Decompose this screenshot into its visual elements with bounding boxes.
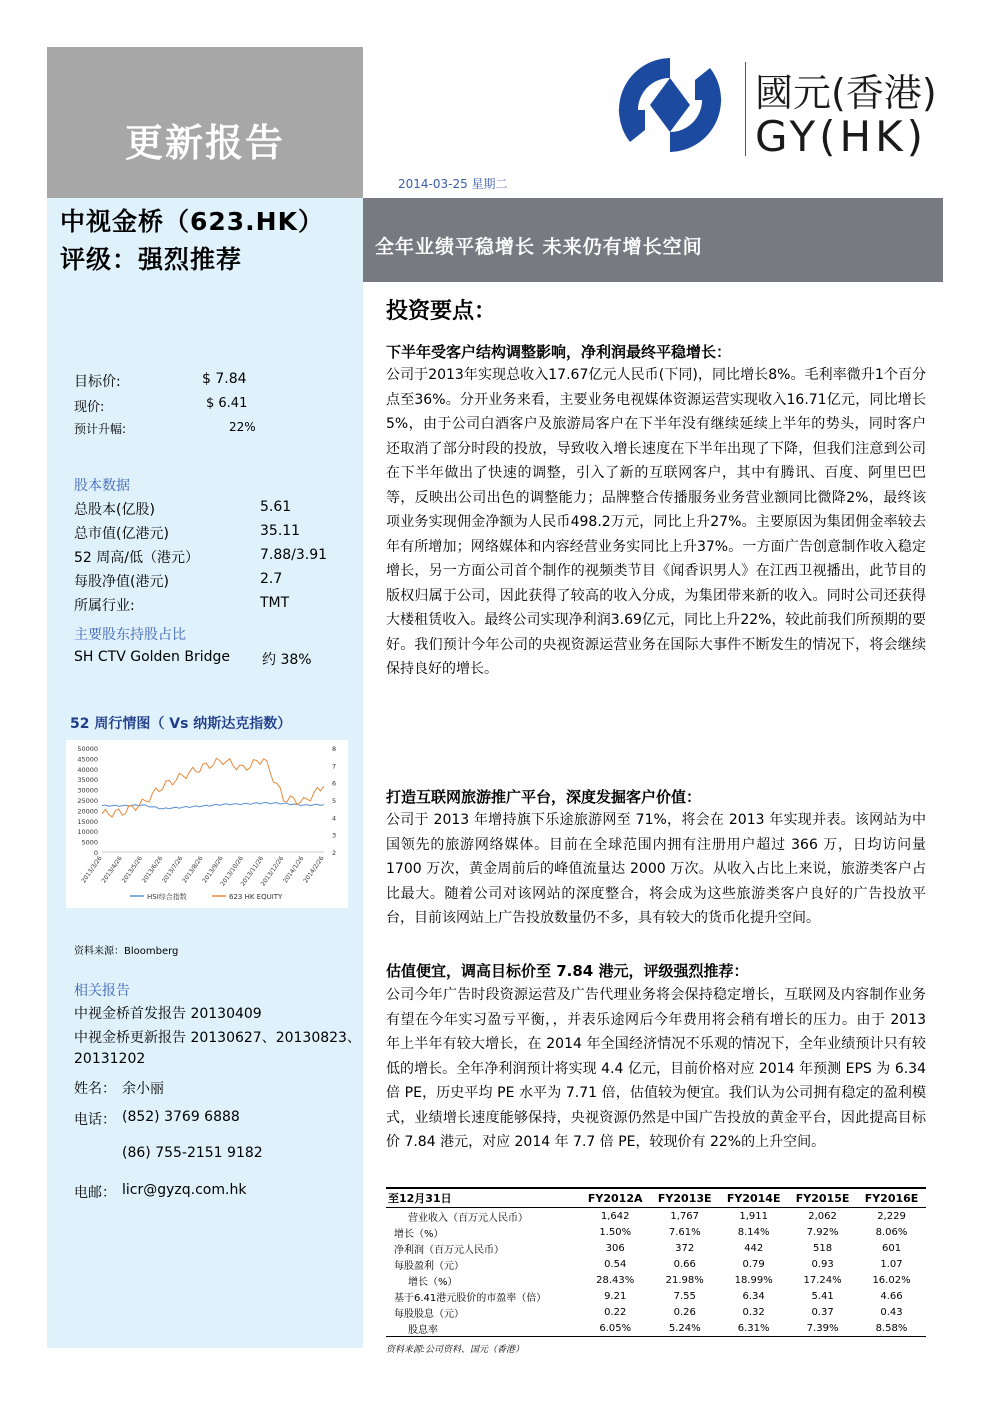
company-name: 中视金桥（623.HK） xyxy=(60,207,324,236)
target-price-value: $ 7.84 xyxy=(202,371,247,387)
table-header-year: FY2013E xyxy=(650,1188,719,1208)
stock-row-value: 7.88/3.91 xyxy=(260,547,328,563)
table-cell: 5.41 xyxy=(811,1290,834,1302)
phone-hk: (852) 3769 6888 xyxy=(122,1109,240,1125)
sub-heading: 估值便宜，调高目标价至 7.84 港元，评级强烈推荐： xyxy=(386,962,749,980)
x-tick-label: 2013/5/26 xyxy=(120,855,145,885)
y-tick-left-label: 5000 xyxy=(81,838,98,847)
y-tick-right-label: 3 xyxy=(332,831,337,840)
table-cell: 6.34 xyxy=(742,1290,765,1302)
y-tick-right-label: 7 xyxy=(332,762,337,771)
paragraph: 公司于2013年实现总收入17.67亿元人民币(下同)，同比增长8%。毛利率微升1个百分点至36%。分开业务来看，主要业务电视媒体资源运营实现收入16.71亿元，同比增长5%，由于公司白酒客户及旅游局客户在下半年没有继续延续上半年的势头，同时客户还取消了部分时段的投放，导致收入增长速度在下半年出现了下降，但我们注意到公司在下半年做出了快速的调整，引入了新的互联网客户，其中有腾讯、百度、阿里巴巴等，反映出公司出色的调整能力；品牌整合传播服务业务营业额同比微降2%，最终该项业务实现佣金净额为人民币498.2万元，同比上升27%。主要原因为集团佣金率较去年有所增加；网络媒体和内容经营业务实同比上升37%。一方面广告创意制作收入稳定增长，另一方面公司首个制作的视频类节目《闻香识男人》在江西卫视播出，此节目的版权归属于公司，因此获得了较高的收入分成，为集团带来新的收入。同时公司还获得大楼租赁收入。最终公司实现净利润3.69亿元，同比上升22%，较此前我们所预期的要好。我们预计今年公司的央视资源运营业务在国际大事件不断发生的情况下，将会继续保持良好的增长。 xyxy=(386,367,926,677)
table-cell: 0.37 xyxy=(811,1306,834,1318)
stock-row-value: TMT xyxy=(260,595,290,611)
y-tick-right-label: 5 xyxy=(332,797,337,805)
legend-label: 623 HK EQUITY xyxy=(229,893,283,901)
sub-heading: 下半年受客户结构调整影响，净利润最终平稳增长： xyxy=(386,343,732,361)
related-title: 相关报告 xyxy=(74,983,130,999)
table-cell: 8.58% xyxy=(857,1320,926,1337)
table-cell: 0.22 xyxy=(604,1306,627,1318)
table-header-year: FY2016E xyxy=(857,1188,926,1208)
logo-divider xyxy=(745,62,746,156)
table-cell: 7.39% xyxy=(788,1320,857,1337)
stock-row-label: 52 周高/低（港元） xyxy=(74,550,199,566)
table-row-label: 股息率 xyxy=(386,1320,580,1337)
y-tick-right-label: 4 xyxy=(332,814,337,823)
table-cell: 7.55 xyxy=(673,1290,696,1302)
analyst-name: 余小丽 xyxy=(122,1081,164,1097)
price-chart xyxy=(66,740,348,908)
table-row xyxy=(386,1240,926,1256)
current-price-value: $ 6.41 xyxy=(206,396,248,411)
table-cell: 9.21 xyxy=(604,1290,627,1302)
x-tick-label: 2013/7/26 xyxy=(160,855,185,885)
related-report: 20131202 xyxy=(74,1051,146,1067)
y-tick-left-label: 25000 xyxy=(77,797,98,805)
logo-emblem-icon xyxy=(600,50,740,160)
y-tick-left-label: 30000 xyxy=(77,786,98,795)
paragraph: 公司今年广告时段资源运营及广告代理业务将会保持稳定增长，互联网及内容制作业务有望在今年实习盈亏平衡，，并表乐途网后今年费用将会稍有增长的压力。由于 2013 年上半年有较大增长，在 2014 年全国经济情况不乐观的情况下，全年业绩预计只有较低的增长。全年净利润预计将实现 4.4 亿元，目前价格对应 2014 年预测 EPS 为 6.34 倍 PE，历史平均 PE 水平为 7.71 倍，估值较为便宜。我们认为公司拥有稳定的盈利模式，业绩增长速度能够保持，央视资源仍然是中国广告投放的黄金平台，因此提高目标价 7.84 港元，对应 2014 年 7.7 倍 PE，较现价有 22%的上升空间。 xyxy=(386,987,926,1150)
table-cell: 306 xyxy=(605,1242,625,1254)
table-cell: 0.32 xyxy=(742,1306,765,1318)
stock-row-label: 所属行业: xyxy=(74,598,135,614)
holder-name: SH CTV Golden Bridge xyxy=(74,649,230,665)
table-cell: 0.26 xyxy=(673,1306,696,1318)
email-link[interactable]: licr@gyzq.com.hk xyxy=(122,1182,247,1198)
table-cell: 1.50% xyxy=(599,1226,632,1238)
current-price-label: 现价: xyxy=(74,400,105,415)
y-tick-left-label: 0 xyxy=(93,849,98,857)
y-tick-left-label: 40000 xyxy=(77,765,98,774)
table-row xyxy=(386,1304,926,1320)
table-cell: 4.66 xyxy=(880,1290,903,1302)
stock-data-title: 股本数据 xyxy=(74,478,130,494)
paragraph: 公司于 2013 年增持旗下乐途旅游网至 71%，将会在 2013 年实现并表。该网站为中国领先的旅游网络媒体。目前在全球范围内拥有注册用户超过 366 万，日均访问量 1700 万次，黄金周前后的峰值流量达 2000 万次。从收入占比上来说，旅游类客户占比最大。随着公司对该网站的深度整合，将会成为这些旅游类客户良好的广告投放平台，目前该网站上广告投放数量仍不多，具有较大的货币化提升空间。 xyxy=(386,812,926,926)
table-row xyxy=(386,1256,926,1272)
table-cell: 16.02% xyxy=(872,1274,911,1286)
table-row-label: 营业收入（百万元人民币） xyxy=(408,1212,528,1224)
table-cell: 2,229 xyxy=(877,1210,906,1222)
table-row-label: 每股股息（元） xyxy=(394,1308,464,1320)
table-cell: 7.92% xyxy=(806,1226,839,1238)
stock-row-value: 35.11 xyxy=(260,523,301,539)
table-cell: 8.06% xyxy=(875,1226,908,1238)
series-line xyxy=(102,758,324,817)
table-row-label: 增长（%） xyxy=(394,1228,444,1240)
table-cell: 5.24% xyxy=(650,1320,719,1337)
phone-cn: (86) 755-2151 9182 xyxy=(122,1145,263,1161)
x-tick-label: 2013/8/26 xyxy=(181,855,205,885)
stock-row-label: 每股净值(港元) xyxy=(74,574,169,590)
report-type-title: 更新报告 xyxy=(124,120,285,165)
table-cell: 372 xyxy=(675,1242,695,1254)
table-cell: 18.99% xyxy=(734,1274,773,1286)
target-price-label: 目标价: xyxy=(74,374,121,390)
table-cell: 1.07 xyxy=(880,1258,903,1270)
logo-english-text: GY(HK) xyxy=(755,112,928,161)
x-tick-label: 2013/4/26 xyxy=(100,855,124,885)
table-cell: 0.54 xyxy=(604,1258,627,1270)
table-source: 资料来源:公司资料、国元（香港） xyxy=(386,1345,525,1355)
table-row xyxy=(386,1320,926,1337)
table-row-label: 基于6.41港元股价的市盈率（倍） xyxy=(394,1292,547,1304)
table-cell: 2,062 xyxy=(808,1210,837,1222)
stock-row-value: 2.7 xyxy=(260,571,283,587)
table-row-label: 每股盈利（元） xyxy=(394,1260,464,1272)
table-cell: 442 xyxy=(744,1242,764,1254)
x-tick-label: 2013/3/26 xyxy=(80,855,104,885)
table-cell: 518 xyxy=(813,1242,833,1254)
upside-value: 22% xyxy=(229,420,256,434)
phone-label: 电话： xyxy=(74,1112,116,1128)
upside-label: 预计升幅: xyxy=(74,422,127,436)
series-line xyxy=(102,803,324,809)
y-tick-left-label: 15000 xyxy=(77,817,98,826)
table-row xyxy=(386,1272,926,1288)
rating: 评级：强烈推荐 xyxy=(60,245,243,274)
table-header-year: FY2012A xyxy=(580,1188,650,1208)
table-cell: 0.79 xyxy=(742,1258,765,1270)
table-row-label: 增长（%） xyxy=(408,1276,458,1288)
table-cell: 0.66 xyxy=(673,1258,696,1270)
x-tick-label: 2013/6/26 xyxy=(140,855,165,885)
table-cell: 6.31% xyxy=(719,1320,788,1337)
section-title: 投资要点： xyxy=(386,299,497,324)
x-tick-label: 2014/1/26 xyxy=(282,855,306,885)
headline-text: 全年业绩平稳增长 未来仍有增长空间 xyxy=(375,236,703,258)
logo-chinese-text: 國元(香港) xyxy=(755,71,937,115)
y-tick-left-label: 50000 xyxy=(77,745,98,753)
table-header-label: 至12月31日 xyxy=(386,1188,580,1208)
table-cell: 21.98% xyxy=(665,1274,704,1286)
x-tick-label: 2013/12/26 xyxy=(259,855,286,888)
table-header-year: FY2015E xyxy=(788,1188,857,1208)
table-row xyxy=(386,1208,926,1225)
table-cell: 28.43% xyxy=(596,1274,635,1286)
table-cell: 1,642 xyxy=(600,1210,630,1222)
table-cell: 17.24% xyxy=(803,1274,842,1286)
table-header-year: FY2014E xyxy=(719,1188,788,1208)
table-row xyxy=(386,1288,926,1304)
y-tick-right-label: 6 xyxy=(332,779,337,788)
y-tick-left-label: 45000 xyxy=(77,755,98,764)
price-chart-svg xyxy=(66,740,348,908)
x-tick-label: 2014/2/26 xyxy=(302,855,326,885)
legend-label: HSI综合指数 xyxy=(147,893,187,901)
table-cell: 6.05% xyxy=(580,1320,650,1337)
chart-title: 52 周行情图（ Vs 纳斯达克指数） xyxy=(70,716,292,732)
y-tick-right-label: 2 xyxy=(332,849,337,857)
y-tick-right-label: 8 xyxy=(332,745,337,753)
table-cell: 1,767 xyxy=(670,1210,700,1222)
stock-row-value: 5.61 xyxy=(260,499,292,515)
related-report: 中视金桥首发报告 20130409 xyxy=(74,1006,262,1022)
table-cell: 7.61% xyxy=(668,1226,701,1238)
x-tick-label: 2013/11/26 xyxy=(239,855,266,888)
y-tick-left-label: 10000 xyxy=(77,828,98,837)
company-logo xyxy=(600,50,740,160)
x-tick-label: 2013/9/26 xyxy=(201,855,225,885)
y-tick-left-label: 35000 xyxy=(77,776,98,785)
stock-row-label: 总市值(亿港元) xyxy=(74,526,169,542)
x-tick-label: 2013/10/26 xyxy=(219,855,245,888)
holder-value: 约 38% xyxy=(262,652,312,668)
analyst-name-label: 姓名： xyxy=(74,1081,116,1097)
holder-title: 主要股东持股占比 xyxy=(74,627,186,643)
table-cell: 601 xyxy=(881,1242,902,1254)
chart-source: 资料来源：Bloomberg xyxy=(74,946,179,957)
table-cell: 1,911 xyxy=(739,1210,768,1222)
stock-row-label: 总股本(亿股) xyxy=(74,502,155,518)
table-cell: 0.93 xyxy=(811,1258,834,1270)
email-label: 电邮： xyxy=(74,1185,116,1201)
related-report: 中视金桥更新报告 20130627、20130823、 xyxy=(74,1030,361,1046)
report-date: 2014-03-25 星期二 xyxy=(398,177,508,191)
table-cell: 8.14% xyxy=(737,1226,770,1238)
y-tick-left-label: 20000 xyxy=(77,807,98,816)
table-row-label: 净利润（百万元人民币） xyxy=(394,1244,504,1256)
sub-heading: 打造互联网旅游推广平台，深度发掘客户价值： xyxy=(386,788,702,806)
table-cell: 0.43 xyxy=(880,1306,903,1318)
financial-table xyxy=(386,1187,926,1337)
table-row xyxy=(386,1224,926,1240)
